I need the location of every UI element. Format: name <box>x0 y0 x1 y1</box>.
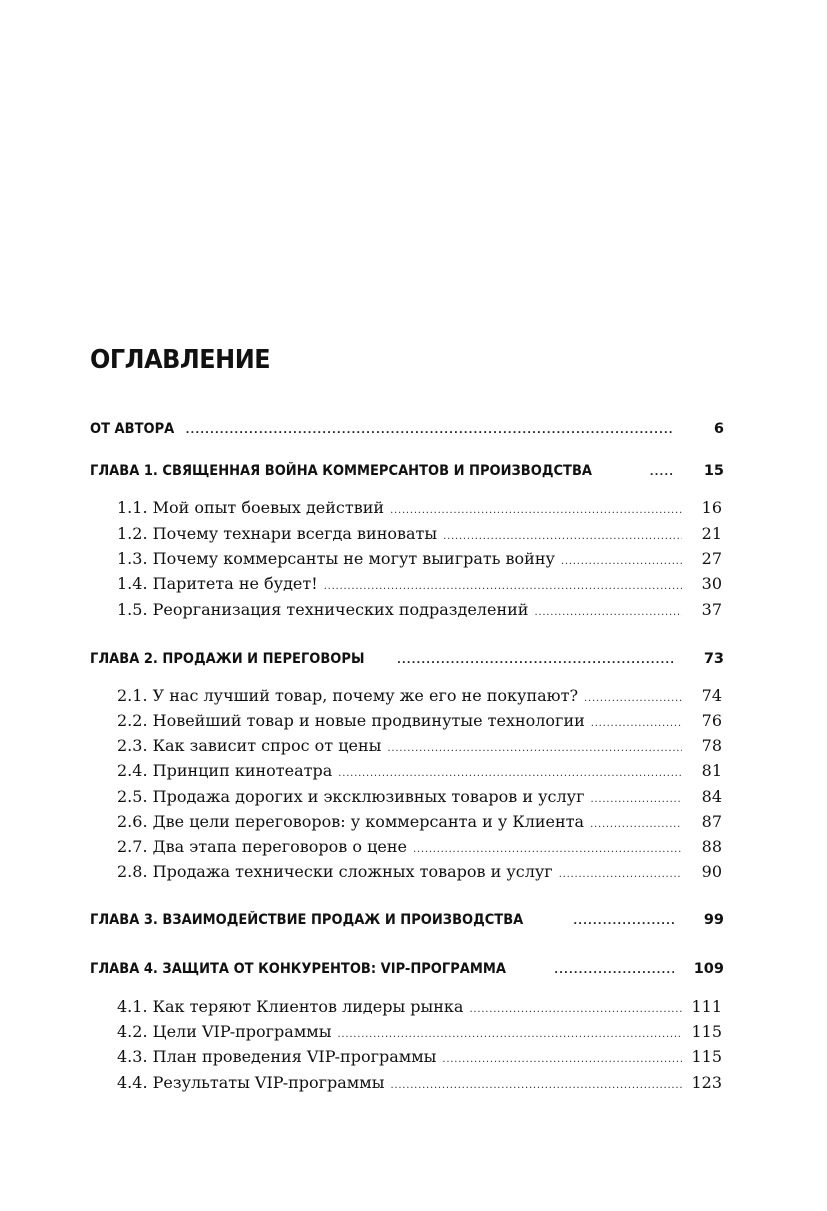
toc-entry-label: 2.7. Два этапа переговоров о цене <box>117 837 407 856</box>
dot-leader <box>186 425 674 436</box>
dot-leader <box>561 556 682 567</box>
toc-entry-page: 76 <box>701 711 722 730</box>
dot-leader <box>584 693 682 704</box>
toc-entry-section <box>117 1073 722 1095</box>
dot-leader <box>534 607 682 618</box>
toc-entry-page: 27 <box>701 549 722 568</box>
dot-leader <box>337 1029 682 1040</box>
toc-entry-page: 73 <box>703 651 724 667</box>
toc-entry-label: 1.4. Паритета не будет! <box>117 574 318 593</box>
toc-entry-label: 2.4. Принцип кинотеатра <box>117 761 333 780</box>
toc-entry-page: 111 <box>691 997 722 1016</box>
toc-entry-label: ОТ АВТОРА <box>90 421 175 437</box>
page-title: ОГЛАВЛЕНИЕ <box>90 345 271 375</box>
toc-entry-section <box>117 736 722 758</box>
dot-leader <box>590 819 682 830</box>
toc-entry-page: 16 <box>701 498 722 517</box>
toc-entry-label: 1.2. Почему технари всегда виноваты <box>117 524 438 543</box>
toc-entry-label: 2.1. У нас лучший товар, почему же его не покупают? <box>117 686 579 705</box>
toc-entry-page: 37 <box>701 600 722 619</box>
toc-entry-section <box>117 997 722 1019</box>
toc-entry-page: 21 <box>701 524 722 543</box>
dot-leader <box>443 531 682 542</box>
toc-entry-section <box>117 549 722 571</box>
toc-entry-page: 109 <box>693 961 724 977</box>
dot-leader <box>590 794 682 805</box>
toc-entry-page: 99 <box>703 912 724 928</box>
toc-entry-page: 115 <box>691 1047 722 1066</box>
toc-entry-label: 4.4. Результаты VIP-программы <box>117 1073 385 1092</box>
toc-entry-label: 1.3. Почему коммерсанты не могут выиграть войну <box>117 549 555 568</box>
toc-entry-page: 88 <box>701 837 722 856</box>
toc-entry-chapter-2 <box>90 651 724 673</box>
toc-entry-page: 78 <box>701 736 722 755</box>
toc-entry-section <box>117 862 722 884</box>
dot-leader <box>338 768 682 779</box>
toc-entry-label: 1.1. Мой опыт боевых действий <box>117 498 385 517</box>
dot-leader <box>650 467 674 478</box>
toc-entry-page: 30 <box>701 574 722 593</box>
dot-leader <box>591 718 682 729</box>
dot-leader <box>559 869 682 880</box>
dot-leader <box>442 1054 682 1065</box>
toc-entry-label: 1.5. Реорганизация технических подразделений <box>117 600 529 619</box>
toc-entry-section <box>117 787 722 809</box>
toc-entry-section <box>117 524 722 546</box>
toc-entry-page: 15 <box>703 463 724 479</box>
toc-entry-label: 4.3. План проведения VIP-программы <box>117 1047 437 1066</box>
toc-entry-section <box>117 837 722 859</box>
toc-entry-section <box>117 711 722 733</box>
dot-leader <box>413 844 682 855</box>
dot-leader <box>387 743 682 754</box>
dot-leader <box>324 581 682 592</box>
dot-leader <box>397 655 674 666</box>
toc-entry-section <box>117 1022 722 1044</box>
toc-entry-label: ГЛАВА 2. ПРОДАЖИ И ПЕРЕГОВОРЫ <box>90 651 365 667</box>
dot-leader <box>573 916 674 927</box>
toc-entry-section <box>117 812 722 834</box>
toc-entry-chapter-4 <box>90 961 724 983</box>
dot-leader <box>554 965 674 976</box>
toc-entry-label: 2.6. Две цели переговоров: у коммерсанта и у Клиента <box>117 812 585 831</box>
toc-entry-label: 2.3. Как зависит спрос от цены <box>117 736 382 755</box>
toc-entry-chapter-1 <box>90 463 724 485</box>
toc-entry-page: 87 <box>701 812 722 831</box>
toc-entry-section <box>117 761 722 783</box>
toc-entry-page: 84 <box>701 787 722 806</box>
toc-entry-page: 74 <box>701 686 722 705</box>
toc-entry-section <box>117 600 722 622</box>
dot-leader <box>390 505 682 516</box>
toc-entry-label: 2.5. Продажа дорогих и эксклюзивных товаров и услуг <box>117 787 585 806</box>
toc-entry-section <box>117 1047 722 1069</box>
toc-entry-page: 123 <box>691 1073 722 1092</box>
toc-entry-label: 4.1. Как теряют Клиентов лидеры рынка <box>117 997 464 1016</box>
toc-entry-page: 115 <box>691 1022 722 1041</box>
toc-entry-label: ГЛАВА 1. СВЯЩЕННАЯ ВОЙНА КОММЕРСАНТОВ И ПРОИЗВОДСТВА <box>90 463 593 479</box>
toc-entry-page: 81 <box>701 761 722 780</box>
toc-entry-section <box>117 574 722 596</box>
toc-entry-label: ГЛАВА 3. ВЗАИМОДЕЙСТВИЕ ПРОДАЖ И ПРОИЗВОДСТВА <box>90 912 524 928</box>
toc-entry-from-author <box>90 421 724 443</box>
toc-entry-label: 4.2. Цели VIP-программы <box>117 1022 332 1041</box>
toc-entry-label: 2.8. Продажа технически сложных товаров и услуг <box>117 862 553 881</box>
toc-entry-label: 2.2. Новейший товар и новые продвинутые технологии <box>117 711 585 730</box>
toc-entry-page: 90 <box>701 862 722 881</box>
dot-leader <box>469 1004 682 1015</box>
toc-entry-section <box>117 686 722 708</box>
toc-entry-page: 6 <box>713 421 724 437</box>
toc-entry-section <box>117 498 722 520</box>
toc-entry-chapter-3 <box>90 912 724 934</box>
dot-leader <box>390 1080 682 1091</box>
toc-entry-label: ГЛАВА 4. ЗАЩИТА ОТ КОНКУРЕНТОВ: VIP-ПРОГРАММА <box>90 961 506 977</box>
